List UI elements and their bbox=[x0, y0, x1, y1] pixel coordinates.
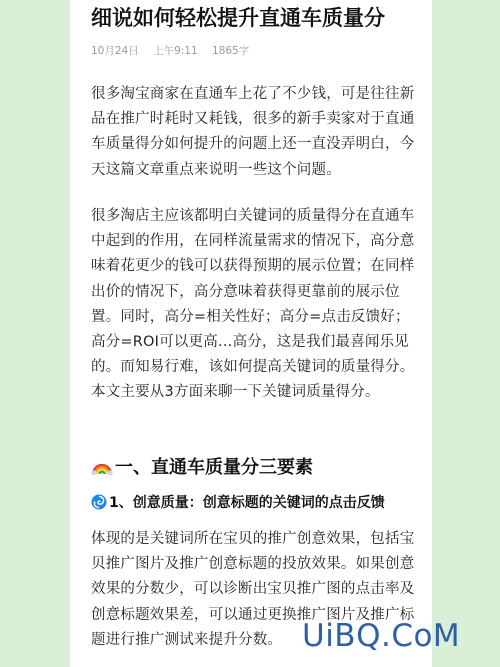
article-meta bbox=[91, 44, 260, 58]
watermark bbox=[302, 618, 460, 654]
swirl-icon bbox=[91, 494, 107, 510]
publish-date: 10月24日 bbox=[91, 45, 139, 57]
subheading bbox=[91, 491, 421, 515]
rainbow-icon bbox=[91, 456, 113, 472]
paragraph-quality-score: 很多淘店主应该都明白关键词的质量得分在直通车中起到的作用，在同样流量需求的情况下，高分意味着花更少的钱可以获得预期的展示位置；在同样出价的情况下，高分意味着获得更靠前的展示位置。同时，高分=相关性好；高分=点击反馈好；高分=ROI可以更高…高分，这是我们最喜闻乐见的。而知易行难，该如何提高关键词的质量得分。本文主要从3方面来聊一下关键词质量得分。 bbox=[91, 208, 415, 401]
word-count: 1865字 bbox=[212, 45, 250, 57]
subheading-text: 1、创意质量：创意标题的关键词的点击反馈 bbox=[109, 495, 385, 511]
article-title: 细说如何轻松提升直通车质量分 bbox=[91, 6, 385, 30]
section-heading-text: 一、直通车质量分三要素 bbox=[115, 457, 313, 478]
paragraph-creative-quality: 体现的是关键词所在宝贝的推广创意效果，包括宝贝推广图片及推广创意标题的投放效果。如果创意效果的分数少，可以诊断出宝贝推广图的点击率及创意标题效果差，可以通过更换推广图片及推广标题进行推广测试来提升分数。 bbox=[91, 531, 415, 648]
article-sheet bbox=[70, 0, 432, 667]
paragraph-intro: 很多淘宝商家在直通车上花了不少钱，可是往往新品在推广时耗时又耗钱，很多的新手卖家对于直通车质量得分如何提升的问题上还一直没弄明白，今天这篇文章重点来说明一些这个问题。 bbox=[91, 86, 415, 178]
publish-time: 上午9:11 bbox=[153, 45, 198, 57]
section-heading bbox=[91, 454, 421, 482]
watermark-text: UiBQ.CoM bbox=[302, 618, 461, 654]
